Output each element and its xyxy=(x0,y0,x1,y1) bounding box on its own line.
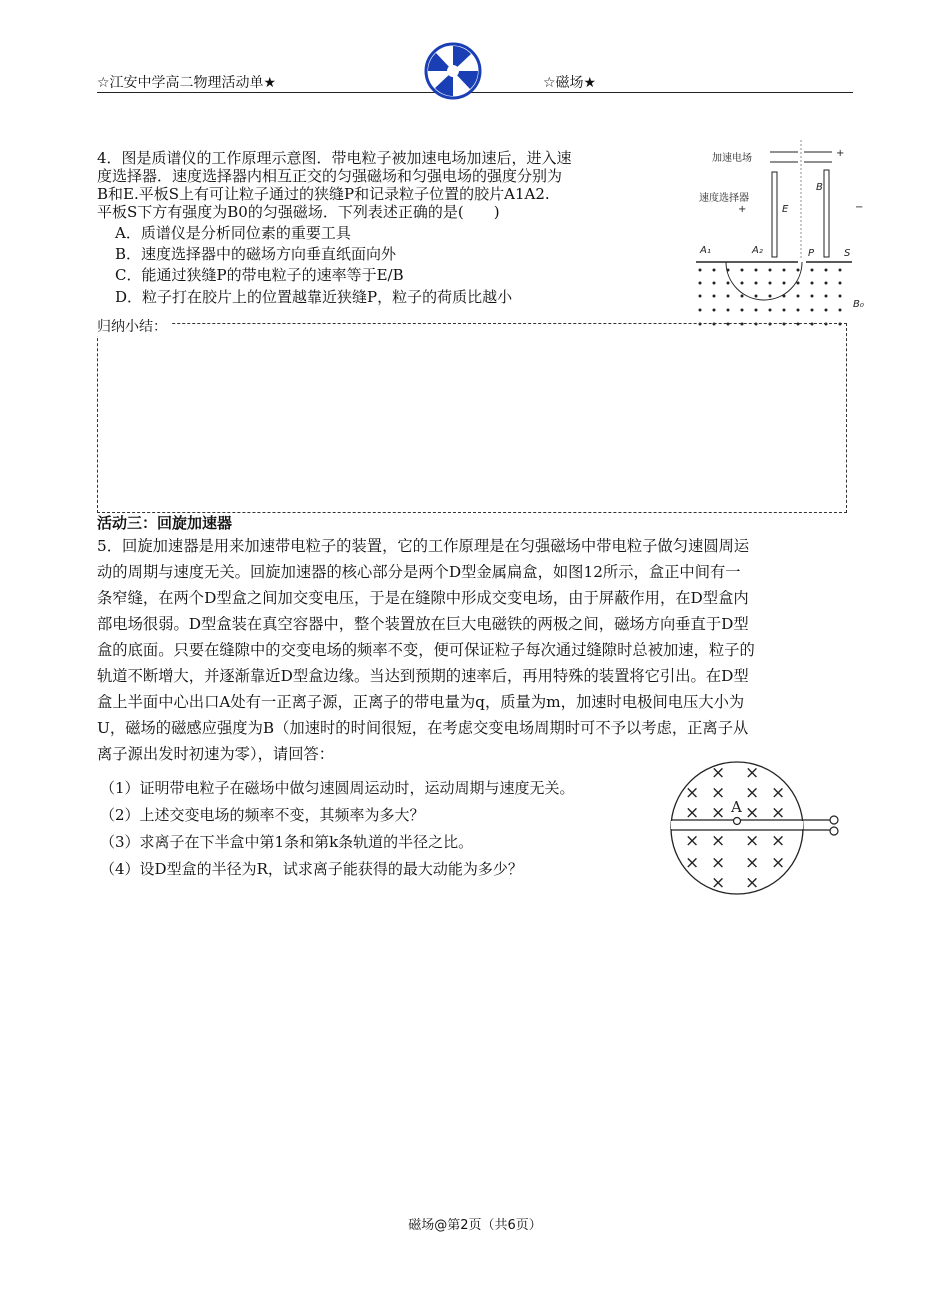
cross-mark: × xyxy=(711,831,726,851)
label-A1: A₁ xyxy=(700,245,711,256)
q5-line-6: 轨道不断增大，并逐渐靠近D型盒边缘。当达到预期的速率后，再用特殊的装置将它引出。在D型 xyxy=(97,667,749,685)
q5-line-9: 离子源出发时初速为零），请回答： xyxy=(97,745,335,763)
label-S: S xyxy=(844,248,851,259)
q4-option-d: D．粒子打在胶片上的位置越靠近狭缝P，粒子的荷质比越小 xyxy=(115,288,513,306)
cross-mark: × xyxy=(745,783,760,803)
cross-mark: × xyxy=(685,831,700,851)
cross-mark: × xyxy=(685,853,700,873)
cross-mark: × xyxy=(711,853,726,873)
cross-mark: × xyxy=(745,853,760,873)
label-A: A xyxy=(731,798,742,816)
label-accel-field: 加速电场 xyxy=(712,153,752,164)
summary-label: 归纳小结： xyxy=(97,316,171,336)
label-B: B xyxy=(816,182,823,193)
minus-sign-right: − xyxy=(855,202,864,213)
cross-mark: × xyxy=(771,831,786,851)
mass-spectrometer-diagram xyxy=(690,140,875,330)
cross-mark: × xyxy=(711,873,726,893)
cross-mark: × xyxy=(711,803,726,823)
q4-option-a: A．质谱仪是分析同位素的重要工具 xyxy=(115,224,351,242)
q5-line-4: 部电场很弱。D型盒装在真空容器中，整个装置放在巨大电磁铁的两极之间，磁场方向垂直于D型 xyxy=(97,615,749,633)
cross-mark: × xyxy=(745,831,760,851)
q4-option-b: B．速度选择器中的磁场方向垂直纸面向外 xyxy=(115,245,397,263)
header-right-title: ☆磁场★ xyxy=(543,75,597,91)
cross-mark: × xyxy=(745,763,760,783)
school-logo xyxy=(424,42,482,100)
cross-mark: × xyxy=(685,783,700,803)
q5-line-1: 5．回旋加速器是用来加速带电粒子的装置，它的工作原理是在匀强磁场中带电粒子做匀速圆周运 xyxy=(97,537,750,555)
page-footer: 磁场@第2页（共6页） xyxy=(408,1218,542,1233)
q4-line-2: 度选择器．速度选择器内相互正交的匀强磁场和匀强电场的强度分别为 xyxy=(97,167,563,185)
section-title-cyclotron: 活动三：回旋加速器 xyxy=(97,514,233,532)
cross-mark: × xyxy=(711,783,726,803)
label-velocity-selector: 速度选择器 xyxy=(699,193,749,204)
plus-sign-left: + xyxy=(738,204,747,215)
summary-box[interactable] xyxy=(97,323,847,513)
q5-sub-2: （2）上述交变电场的频率不变，其频率为多大？ xyxy=(100,806,425,824)
q5-line-7: 盒上半面中心出口A处有一正离子源，正离子的带电量为q，质量为m，加速时电极间电压大小为 xyxy=(97,693,745,711)
q5-line-2: 动的周期与速度无关。回旋加速器的核心部分是两个D型金属扁盒，如图12所示，盒正中间有一 xyxy=(97,563,741,581)
cross-mark: × xyxy=(771,853,786,873)
cyclotron-diagram xyxy=(665,760,845,896)
cross-mark: × xyxy=(771,803,786,823)
q5-line-3: 条窄缝，在两个D型盒之间加交变电压，于是在缝隙中形成交变电场，由于屏蔽作用，在D型盒内 xyxy=(97,589,749,607)
q5-sub-4: （4）设D型盒的半径为R，试求离子能获得的最大动能为多少？ xyxy=(100,860,523,878)
q5-sub-1: （1）证明带电粒子在磁场中做匀速圆周运动时，运动周期与速度无关。 xyxy=(100,779,575,797)
label-E: E xyxy=(782,204,789,215)
cross-mark: × xyxy=(771,783,786,803)
label-P: P xyxy=(808,248,815,259)
cross-mark: × xyxy=(711,763,726,783)
cross-mark: × xyxy=(745,803,760,823)
plus-sign-top: + xyxy=(836,148,845,159)
label-A2: A₂ xyxy=(752,245,763,256)
cross-mark: × xyxy=(745,873,760,893)
q4-line-3: B和E.平板S上有可让粒子通过的狭缝P和记录粒子位置的胶片A1A2. xyxy=(97,185,550,203)
header-left-title: ☆江安中学高二物理活动单★ xyxy=(97,75,277,91)
q5-sub-3: （3）求离子在下半盒中第1条和第k条轨道的半径之比。 xyxy=(100,833,474,851)
q5-line-5: 盒的底面。只要在缝隙中的交变电场的频率不变，便可保证粒子每次通过缝隙时总被加速，粒子的 xyxy=(97,641,755,659)
cross-mark: × xyxy=(685,803,700,823)
q4-line-1: 4．图是质谱仪的工作原理示意图．带电粒子被加速电场加速后，进入速 xyxy=(97,149,572,167)
label-B0: B₀ xyxy=(853,299,864,310)
q5-line-8: U，磁场的磁感应强度为B（加速时的时间很短，在考虑交变电场周期时可不予以考虑，正离子从 xyxy=(97,719,749,737)
q4-line-4: 平板S下方有强度为B0的匀强磁场．下列表述正确的是( ) xyxy=(97,203,500,221)
q4-option-c: C．能通过狭缝P的带电粒子的速率等于E/B xyxy=(115,266,404,284)
